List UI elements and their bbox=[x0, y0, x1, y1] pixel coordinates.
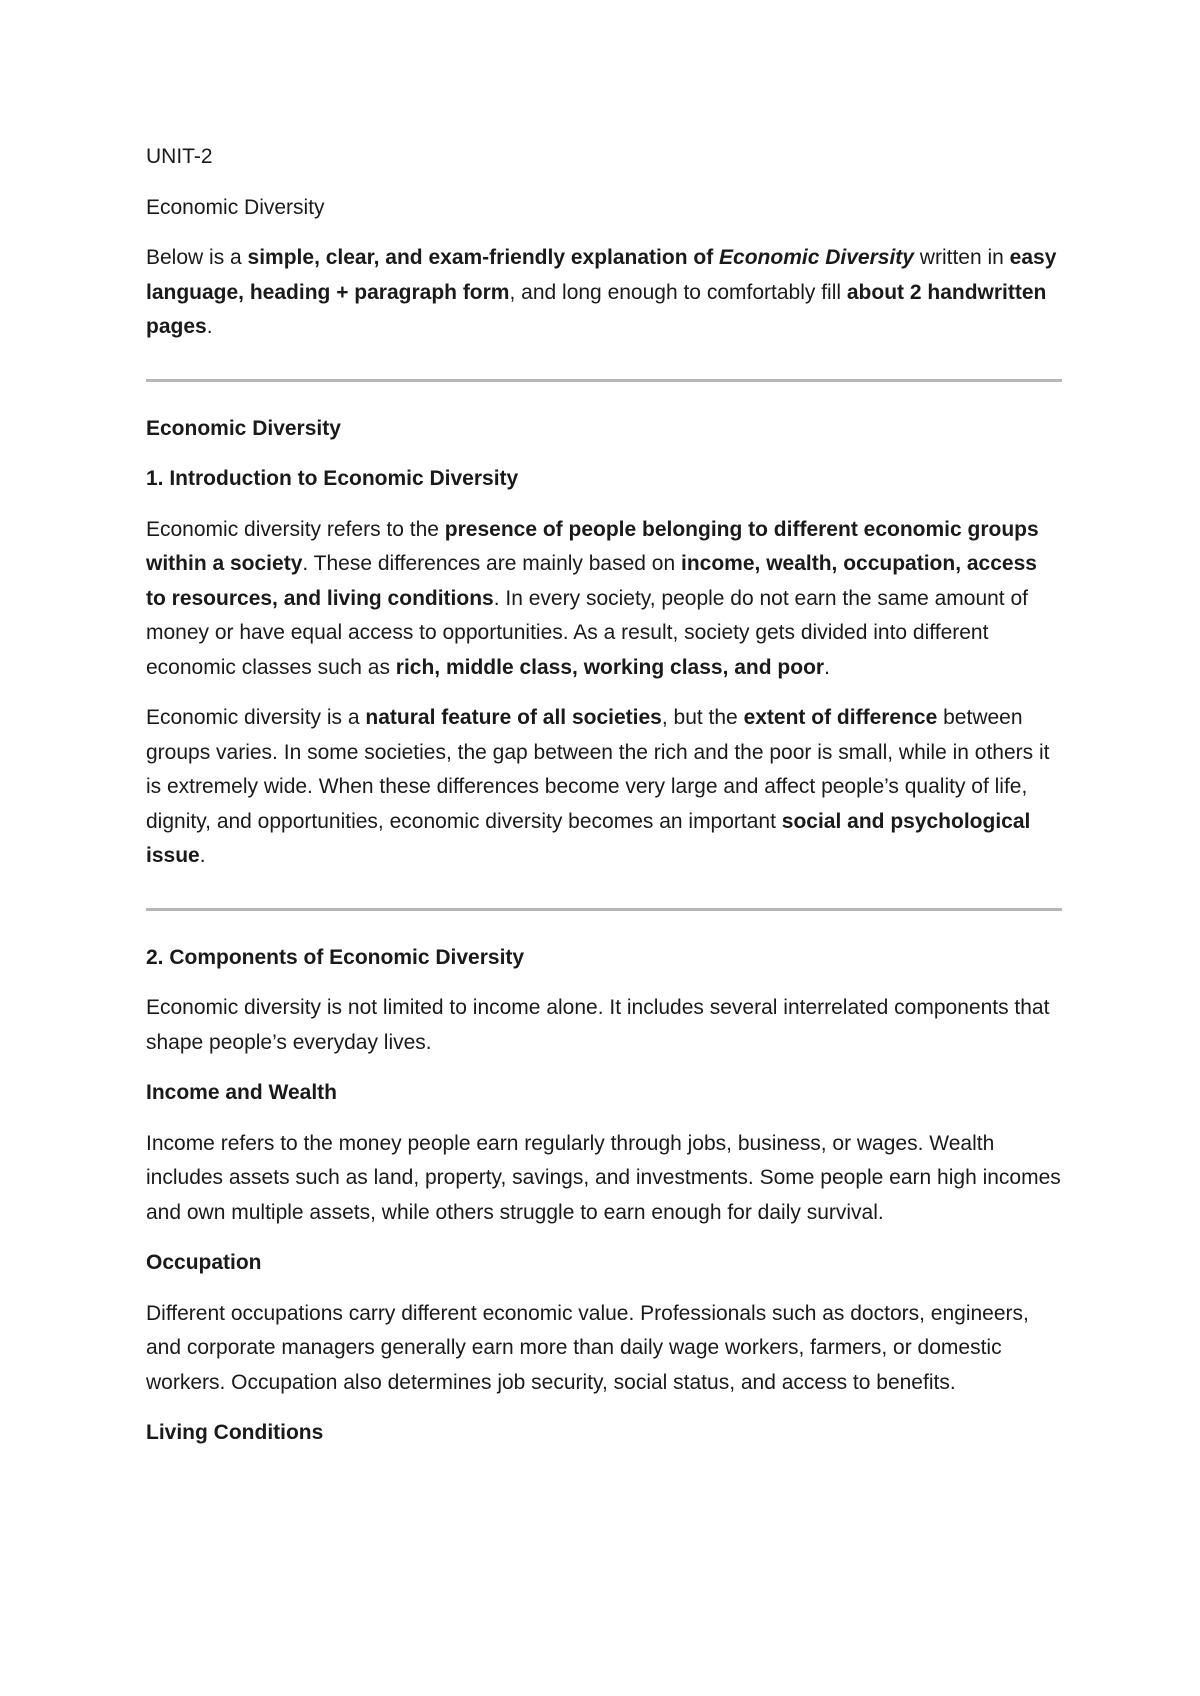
intro-paragraph bbox=[146, 241, 1062, 345]
s1p2-text-3: between groups varies. In some societies, the gap between the rich and the poor is small, while in others it is extremely wide. When these differences become very large and affect people’s quality of life, dignity, and opportunities, economic diversity becomes an important bbox=[146, 706, 1050, 833]
intro-text-3: , and long enough to comfortably fill bbox=[509, 280, 847, 304]
living-conditions-heading: Living Conditions bbox=[146, 1421, 324, 1444]
unit-label: UNIT-2 bbox=[146, 145, 213, 168]
s1p1-text-4: . bbox=[824, 655, 830, 679]
s1p2-text-4: . bbox=[199, 844, 206, 867]
document-page bbox=[146, 140, 1062, 1451]
section-1-paragraph-2 bbox=[146, 701, 1062, 874]
intro-text-2: written in bbox=[913, 246, 1010, 269]
intro-text-4: . bbox=[206, 315, 213, 338]
s1p2-bold-2: extent of difference bbox=[743, 706, 938, 729]
s1p2-bold-1: natural feature of all societies bbox=[365, 706, 662, 729]
intro-text-1: Below is a bbox=[146, 246, 248, 269]
s1p2-text-1: Economic diversity is a bbox=[146, 706, 366, 729]
intro-bold-3: about 2 handwritten pages bbox=[146, 280, 1047, 338]
subject-title: Economic Diversity bbox=[146, 195, 325, 219]
section-2-intro: Economic diversity is not limited to income alone. It includes several interrelated components that shape people’s everyday lives. bbox=[146, 996, 1050, 1054]
s1p1-text-2: . These differences are mainly based on bbox=[302, 552, 681, 575]
occupation-heading: Occupation bbox=[146, 1251, 262, 1274]
section-1-heading: 1. Introduction to Economic Diversity bbox=[146, 467, 519, 490]
main-title: Economic Diversity bbox=[146, 416, 341, 440]
s1p1-bold-3: rich, middle class, working class, and poor bbox=[395, 655, 825, 679]
s1p2-text-2: , but the bbox=[661, 706, 744, 729]
intro-bold-italic-1: Economic Diversity bbox=[719, 246, 914, 269]
s1p1-text-1: Economic diversity refers to the bbox=[146, 517, 445, 541]
section-1-paragraph-1 bbox=[146, 513, 1062, 686]
s1p1-text-3: . In every society, people do not earn the same amount of money or have equal access to opportunities. As a result, society gets divided into different economic classes such as bbox=[146, 586, 1028, 679]
occupation-text: Different occupations carry different economic value. Professionals such as doctors, engineers, and corporate managers generally earn more than daily wage workers, farmers, or domestic workers. Occupation also determines job security, social status, and access to benefits. bbox=[146, 1301, 1029, 1394]
income-wealth-heading: Income and Wealth bbox=[146, 1081, 337, 1104]
s1p1-bold-1: presence of people belonging to different economic groups within a society bbox=[146, 517, 1039, 575]
intro-bold-1: simple, clear, and exam-friendly explanation of bbox=[247, 246, 720, 269]
s1p1-bold-2: income, wealth, occupation, access to resources, and living conditions bbox=[146, 552, 1037, 610]
section-2-heading: 2. Components of Economic Diversity bbox=[146, 945, 525, 969]
income-wealth-text: Income refers to the money people earn regularly through jobs, business, or wages. Wealth includes assets such as land, property, savings, and investments. Some people earn high incomes and own multiple assets, while others struggle to earn enough for daily survival. bbox=[146, 1131, 1061, 1224]
intro-bold-2: easy language, heading + paragraph form bbox=[146, 246, 1057, 304]
s1p2-bold-3: social and psychological issue bbox=[146, 809, 1031, 867]
